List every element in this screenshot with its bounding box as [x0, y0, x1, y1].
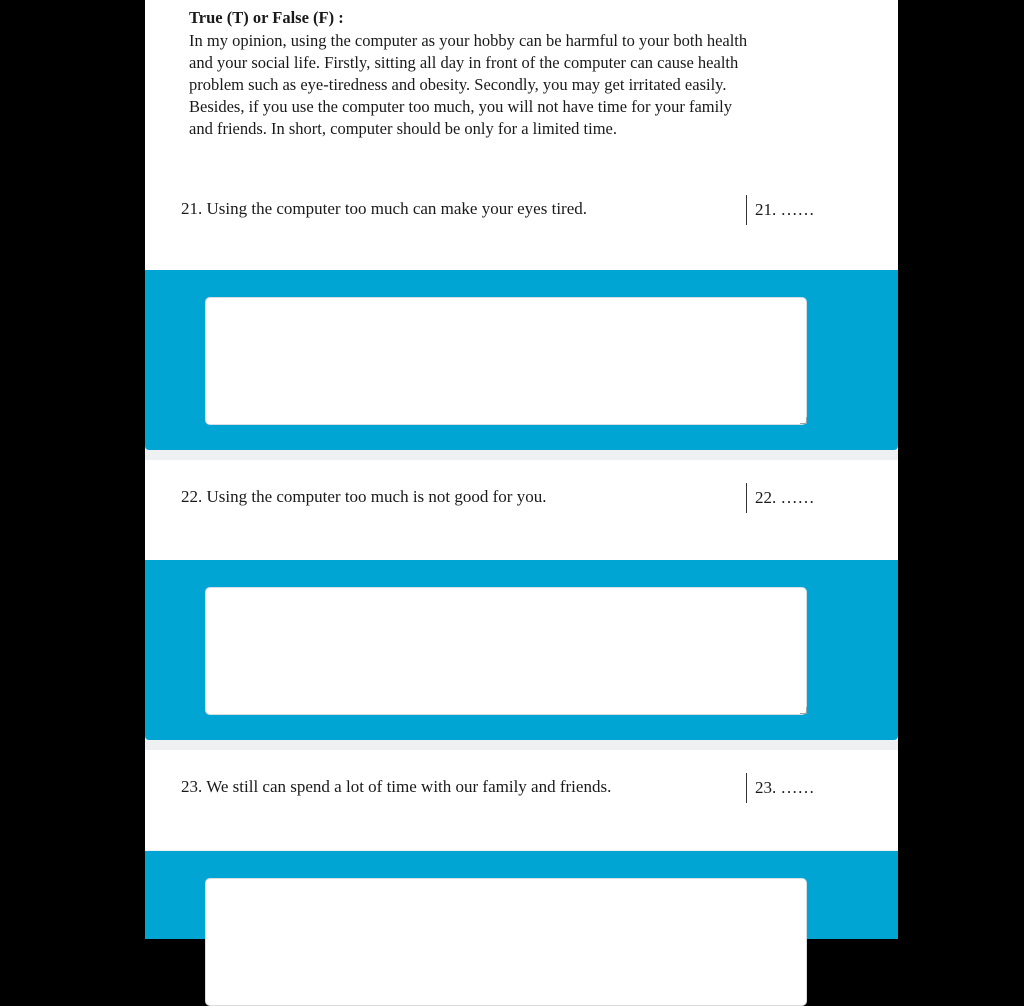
resize-grip-icon[interactable] — [800, 707, 807, 714]
question-23-text: 23. We still can spend a lot of time with our family and friends. — [181, 777, 612, 796]
passage-body — [189, 30, 829, 140]
passage-line: problem such as eye-tiredness and obesity. Secondly, you may get irritated easily. — [189, 75, 727, 94]
resize-grip-icon[interactable] — [800, 417, 807, 424]
question-22-answer-slot: 22. …… — [746, 483, 815, 513]
answer-band-22 — [145, 560, 898, 740]
passage-card — [145, 0, 898, 270]
answer-input-21[interactable] — [205, 297, 807, 425]
answer-band-23 — [145, 851, 898, 939]
answer-input-22[interactable] — [205, 587, 807, 715]
answer-input-23[interactable] — [205, 878, 807, 1006]
question-22-text: 22. Using the computer too much is not good for you. — [181, 487, 547, 506]
question-21-text: 21. Using the computer too much can make your eyes tired. — [181, 199, 587, 218]
question-23-answer-slot: 23. …… — [746, 773, 815, 803]
answer-band-21 — [145, 270, 898, 450]
passage-line: In my opinion, using the computer as your hobby can be harmful to your both health — [189, 31, 748, 50]
question-21-answer-slot: 21. …… — [746, 195, 815, 225]
worksheet-page — [145, 0, 898, 939]
question-card-23 — [145, 750, 898, 850]
question-card-22 — [145, 460, 898, 560]
passage-line: and your social life. Firstly, sitting all day in front of the computer can cause health — [189, 53, 739, 72]
passage-title: True (T) or False (F) : — [189, 8, 344, 27]
passage-line: Besides, if you use the computer too much, you will not have time for your family — [189, 97, 733, 116]
passage-line: and friends. In short, computer should be only for a limited time. — [189, 119, 617, 138]
